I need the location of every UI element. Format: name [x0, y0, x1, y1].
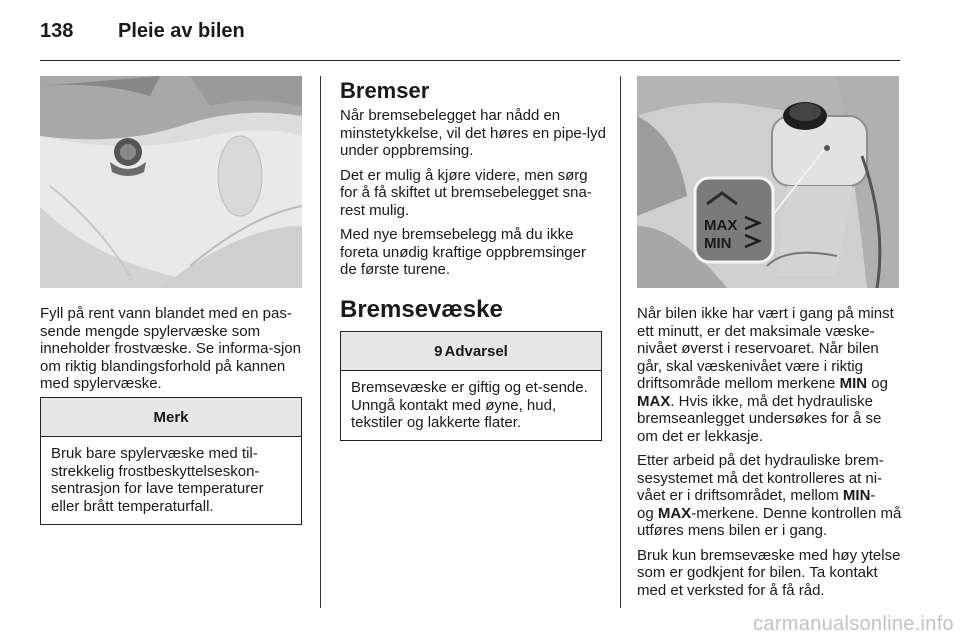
warning-header	[341, 332, 601, 371]
washer-fluid-photo	[40, 76, 302, 288]
page-number: 138	[40, 20, 74, 42]
fluid-paragraph-1: Når bilen ikke har vært i gang på minst ett minutt, er det maksimale væske-nivået øverst i reservoaret. Når bilen går, skal væskenivået være i riktig driftsområde mellom merkene MIN og MAX. Hvis ikke, må det hydrauliske bremseanlegget undersøkes for å se om det er lekkasje.	[637, 305, 894, 445]
brake-fluid-text	[637, 305, 905, 606]
column-divider	[620, 76, 621, 608]
warning-text: Bremsevæske er giftig og et-sende. Unngå kontakt med øyne, hud, tekstiler og lakkerte flater.	[351, 379, 588, 431]
heading-brakes: Bremser	[340, 78, 430, 103]
watermark: carmanualsonline.info	[753, 613, 954, 635]
warning-triangle-icon: 9	[434, 342, 443, 360]
min-mark: MIN	[839, 375, 868, 392]
washer-fluid-paragraph: Fyll på rent vann blandet med en pas-sende mengde spylervæske som inneholder frostvæske. Se informa-sjon om riktig blandingsforhold på kannen med spylervæske.	[40, 305, 301, 392]
max-mark: MAX	[657, 504, 692, 522]
brake-fluid-photo	[637, 76, 899, 288]
column-divider	[320, 76, 321, 608]
page-title: Pleie av bilen	[118, 20, 245, 42]
fluid-paragraph-2: Etter arbeid på det hydrauliske brem-sesystemet må det kontrolleres at ni-vået er i driftsområdet, mellom MIN- og MAX-merkene. Denne kontrollen må utføres mens bilen er i gang.	[637, 452, 902, 539]
brakes-paragraph-3: Med nye bremsebelegg må du ikke foreta unødig kraftige oppbremsinger de første turene.	[340, 226, 586, 278]
warning-box	[340, 331, 602, 441]
min-mark: MIN	[842, 487, 871, 504]
brake-fluid-reservoir-image	[637, 76, 899, 288]
brakes-paragraph-1: Når bremsebelegget har nådd en minstetykkelse, vil det høres en pipe-lyd under oppbremsing.	[340, 107, 606, 159]
brakes-paragraph-2: Det er mulig å kjøre videre, men sørg for å få skiftet ut bremsebelegget sna-rest mulig.	[340, 166, 592, 219]
max-label: MAX	[704, 217, 738, 234]
note-box	[40, 397, 302, 525]
note-heading: Merk	[41, 398, 301, 437]
heading-brake-fluid: Bremsevæske	[340, 296, 503, 323]
header-rule	[40, 60, 900, 61]
warning-heading: Advarsel	[444, 342, 508, 360]
note-text: Bruk bare spylervæske med til-strekkelig frostbeskyttelseskon-sentrasjon for lave temperaturer eller brått temperaturfall.	[51, 445, 264, 515]
fluid-paragraph-3: Bruk kun bremsevæske med høy ytelse som er godkjent for bilen. Ta kontakt med et verksted for å få råd.	[637, 546, 901, 599]
min-label: MIN	[704, 235, 732, 252]
brakes-text	[340, 107, 606, 286]
max-mark: MAX	[637, 392, 671, 410]
engine-bay-washer-cap-image	[40, 76, 302, 288]
